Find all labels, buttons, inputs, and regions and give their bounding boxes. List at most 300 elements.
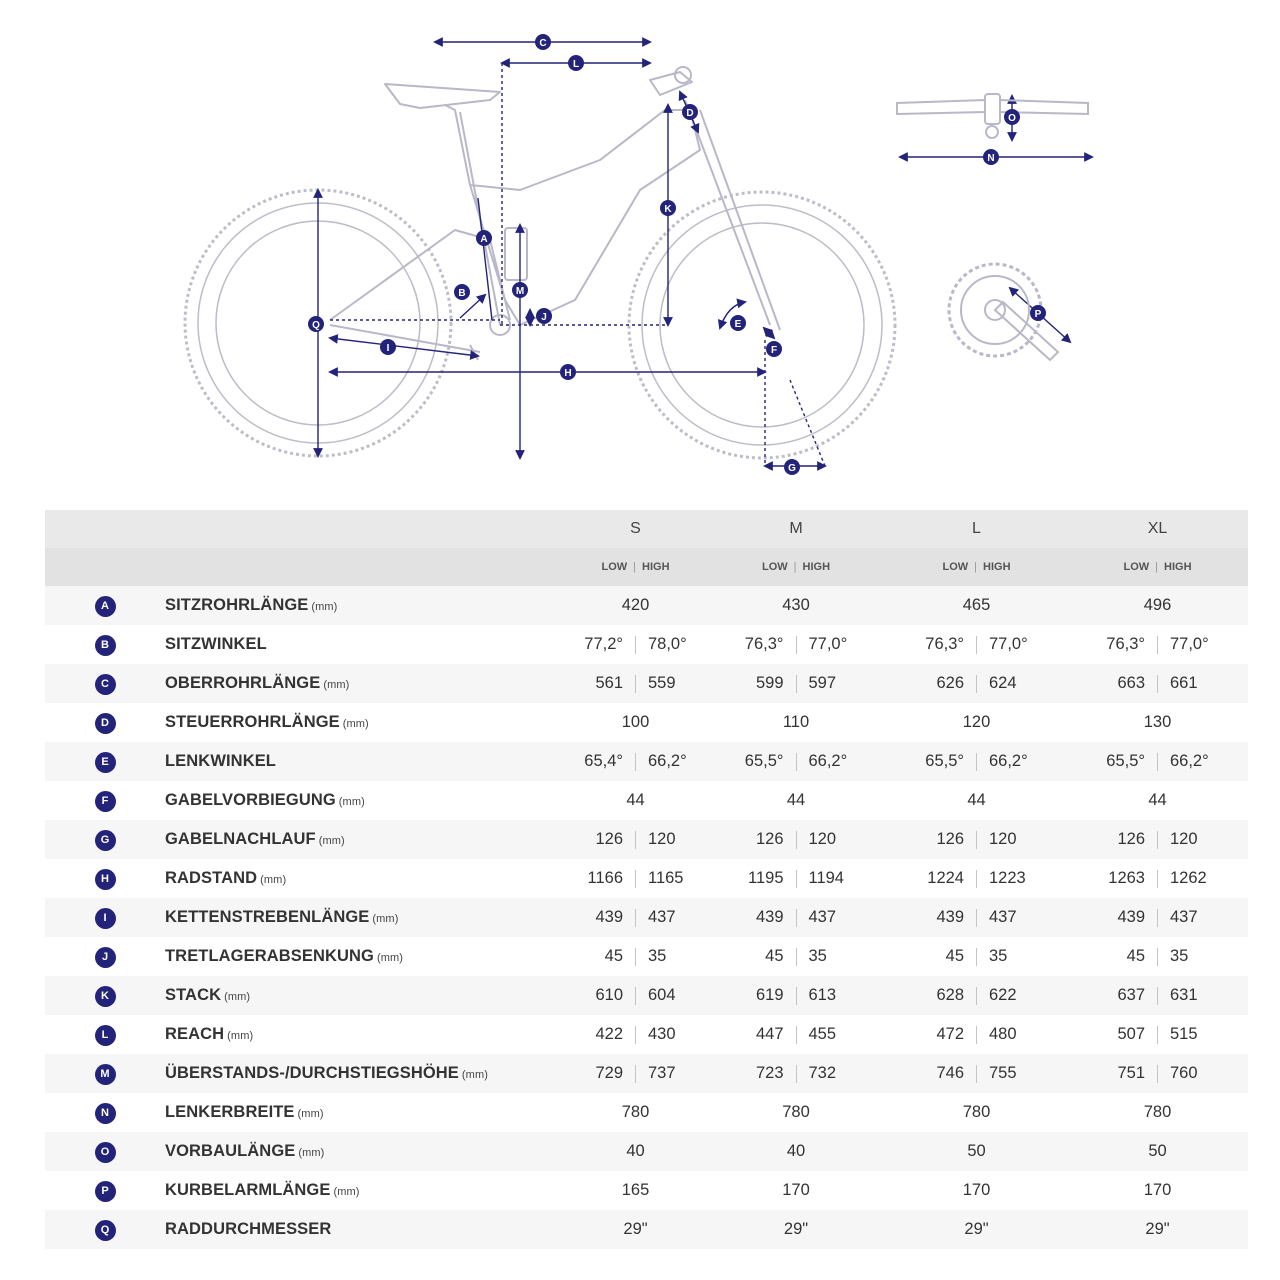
measurement-label: LENKERBREITE [165,1103,295,1121]
measurement-name [165,781,565,820]
row-letter-badge: K [95,986,116,1007]
badge-d [682,104,698,120]
low-high-header [1067,548,1248,586]
svg-text:B: B [458,288,466,299]
value-cell [886,1132,1067,1171]
value-cell [565,820,706,859]
table-row [45,1093,1248,1132]
single-value: 496 [1143,596,1172,614]
single-value: 430 [782,596,810,614]
low-value: 561 [595,674,623,692]
row-letter-badge: B [95,635,116,656]
badge-cell [45,664,165,703]
low-value: 1195 [748,869,784,887]
low-value: 507 [1117,1025,1145,1043]
value-separator [976,831,977,849]
low-value: 439 [595,908,623,926]
value-separator [976,909,977,927]
value-separator [1157,987,1158,1005]
header-spacer [165,510,565,548]
value-cell [565,937,706,976]
separator: | [793,561,797,573]
low-value: 422 [595,1025,623,1043]
value-cell [706,742,886,781]
low-value: 619 [755,986,784,1004]
measurement-name [165,664,565,703]
single-value: 420 [621,596,650,614]
value-separator [635,831,636,849]
high-value: 437 [648,908,676,926]
value-cell [565,664,706,703]
value-separator [976,753,977,771]
badge-j [536,308,552,324]
value-cell [886,1171,1067,1210]
badge-cell [45,625,165,664]
row-letter-badge: L [95,1025,116,1046]
value-cell [706,820,886,859]
badge-n [983,149,999,165]
low-high-header [706,548,886,586]
low-value: 76,3° [744,635,784,653]
value-cell [565,1210,706,1249]
header-spacer [45,548,165,586]
low-label: LOW [761,561,788,573]
value-cell [565,586,706,625]
low-value: 126 [936,830,964,848]
handlebar-drawing [897,94,1088,138]
badge-o [1004,109,1020,125]
value-cell [565,1093,706,1132]
single-value: 165 [621,1181,650,1199]
value-cell [706,937,886,976]
header-spacer [45,510,165,548]
measurement-label: KURBELARMLÄNGE [165,1181,331,1199]
low-value: 65,5° [744,752,784,770]
size-header: XL [1067,510,1248,548]
value-cell [565,976,706,1015]
badge-b [454,284,470,300]
badge-cell [45,820,165,859]
row-letter-badge: P [95,1181,116,1202]
row-letter-badge: O [95,1142,116,1163]
badge-cell [45,1015,165,1054]
separator: | [633,561,637,573]
value-separator [1157,1065,1158,1083]
value-cell [706,1015,886,1054]
value-cell [886,1015,1067,1054]
badge-p [1030,305,1046,321]
measurement-label: LENKWINKEL [165,752,276,770]
badge-g [784,459,800,475]
badge-cell [45,1210,165,1249]
value-cell [886,625,1067,664]
low-label: LOW [942,561,969,573]
low-value: 77,2° [584,635,623,653]
value-cell [886,1210,1067,1249]
value-cell [706,1210,886,1249]
size-header-row [45,510,1248,548]
measurement-unit: (mm) [311,601,338,613]
high-value: 732 [808,1064,837,1082]
table-row [45,1054,1248,1093]
value-separator [796,753,797,771]
header-spacer [165,548,565,586]
value-separator [796,909,797,927]
low-value: 45 [765,947,784,965]
svg-text:E: E [734,319,742,330]
high-value: 77,0° [989,635,1028,653]
single-value: 44 [626,791,645,809]
measurement-name [165,1210,565,1249]
value-cell [565,781,706,820]
badge-l [568,55,584,71]
svg-text:K: K [664,204,672,215]
value-cell [565,898,706,937]
value-cell [1067,898,1248,937]
high-value: 66,2° [808,752,848,770]
measurement-unit: (mm) [227,1030,254,1042]
value-cell [1067,1210,1248,1249]
measurement-label: STACK [165,986,222,1004]
value-cell [886,898,1067,937]
value-separator [635,870,636,888]
high-value: 455 [808,1025,837,1043]
value-cell [1067,937,1248,976]
measurement-name [165,898,565,937]
single-value: 465 [962,596,991,614]
row-letter-badge: G [95,830,116,851]
value-cell [886,664,1067,703]
value-separator [635,909,636,927]
low-value: 746 [936,1064,964,1082]
single-value: 40 [786,1142,806,1160]
value-separator [796,636,797,654]
value-cell [565,1171,706,1210]
badge-h [560,364,576,380]
badge-cell [45,1171,165,1210]
measurement-unit: (mm) [260,874,287,886]
high-value: 66,2° [1170,752,1209,770]
low-value: 723 [755,1064,784,1082]
row-letter-badge: Q [95,1220,116,1241]
high-value: 77,0° [808,635,848,653]
front-wheel [629,192,895,458]
measurement-label: STEUERROHRLÄNGE [165,713,340,731]
badge-cell [45,1093,165,1132]
high-value: 1165 [648,869,684,887]
badge-cell [45,898,165,937]
geometry-table [45,510,1248,1249]
low-value: 65,5° [1106,752,1145,770]
value-cell [706,1054,886,1093]
value-cell [706,625,886,664]
measurement-unit: (mm) [318,835,345,847]
value-cell [886,937,1067,976]
bike-frame [330,67,780,360]
value-separator [1157,1026,1158,1044]
row-letter-badge: H [95,869,116,890]
low-value: 626 [936,674,964,692]
high-value: 437 [989,908,1017,926]
size-header: M [706,510,886,548]
value-cell [1067,859,1248,898]
low-value: 65,4° [584,752,623,770]
low-value: 45 [604,947,623,965]
badge-cell [45,1132,165,1171]
svg-text:F: F [770,345,778,356]
bike-geometry-diagram [0,0,1280,500]
single-value: 780 [962,1103,991,1121]
measurement-name [165,1015,565,1054]
value-cell [1067,781,1248,820]
svg-text:G: G [788,463,796,474]
low-value: 439 [1117,908,1145,926]
svg-text:P: P [1034,309,1042,320]
low-value: 126 [755,830,784,848]
single-value: 100 [621,713,650,731]
value-separator [1157,948,1158,966]
low-value: 126 [1117,830,1145,848]
badge-q [308,316,324,332]
low-value: 729 [595,1064,623,1082]
single-value: 29" [964,1220,989,1238]
measurement-name [165,976,565,1015]
measurement-name [165,1093,565,1132]
measurement-label: REACH [165,1025,225,1043]
value-cell [706,976,886,1015]
single-value: 780 [621,1103,650,1121]
table-row [45,1015,1248,1054]
measurement-label: KETTENSTREBENLÄNGE [165,908,370,926]
value-separator [976,675,977,693]
size-header: L [886,510,1067,548]
high-label: HIGH [1164,561,1192,573]
measurement-unit: (mm) [342,718,369,730]
high-value: 35 [808,947,827,965]
value-separator [796,1065,797,1083]
row-letter-badge: C [95,674,116,695]
high-value: 631 [1170,986,1198,1004]
single-value: 40 [626,1142,645,1160]
high-value: 622 [989,986,1017,1004]
row-letter-badge: I [95,908,116,929]
measurement-label: SITZWINKEL [165,635,267,653]
single-value: 170 [962,1181,991,1199]
single-value: 110 [782,713,810,731]
value-cell [886,781,1067,820]
measurement-unit: (mm) [372,913,399,925]
value-separator [635,753,636,771]
value-cell [1067,703,1248,742]
high-value: 35 [989,947,1008,965]
size-header: S [565,510,706,548]
value-separator [796,831,797,849]
badge-i [380,339,396,355]
measurement-label: RADDURCHMESSER [165,1220,332,1238]
high-value: 515 [1170,1025,1198,1043]
table-row [45,937,1248,976]
value-cell [886,1054,1067,1093]
low-value: 439 [936,908,964,926]
low-value: 65,5° [925,752,964,770]
table-row [45,898,1248,937]
measurement-name [165,937,565,976]
single-value: 29" [1145,1220,1170,1238]
high-value: 437 [1170,908,1198,926]
low-value: 637 [1117,986,1145,1004]
value-cell [1067,586,1248,625]
row-letter-badge: N [95,1103,116,1124]
value-separator [1157,909,1158,927]
low-high-header [565,548,706,586]
value-separator [976,1026,977,1044]
value-cell [706,859,886,898]
high-label: HIGH [983,561,1011,573]
single-value: 50 [967,1142,986,1160]
high-value: 120 [648,830,676,848]
high-value: 78,0° [648,635,687,653]
measurement-label: SITZROHRLÄNGE [165,596,309,614]
svg-text:C: C [539,38,547,49]
row-letter-badge: M [95,1064,116,1085]
low-value: 45 [1126,947,1145,965]
value-separator [1157,636,1158,654]
high-value: 597 [808,674,837,692]
value-separator [635,1065,636,1083]
single-value: 44 [786,791,806,809]
high-value: 613 [808,986,837,1004]
table-row [45,1132,1248,1171]
row-letter-badge: D [95,713,116,734]
low-value: 1166 [587,869,623,887]
table-row [45,859,1248,898]
svg-text:N: N [987,153,995,164]
value-cell [886,586,1067,625]
value-separator [796,870,797,888]
value-cell [886,703,1067,742]
low-value: 628 [936,986,964,1004]
single-value: 29" [623,1220,648,1238]
value-cell [706,664,886,703]
badge-f [766,341,782,357]
badge-e [730,315,746,331]
high-value: 1223 [989,869,1026,887]
value-separator [635,1026,636,1044]
svg-text:H: H [564,368,572,379]
low-label: LOW [601,561,628,573]
value-cell [1067,820,1248,859]
low-value: 663 [1117,674,1145,692]
high-value: 35 [648,947,667,965]
high-value: 430 [648,1025,676,1043]
low-value: 76,3° [1106,635,1145,653]
table-row [45,625,1248,664]
value-separator [796,1026,797,1044]
measurement-name [165,1054,565,1093]
svg-text:D: D [686,108,694,119]
value-cell [1067,1015,1248,1054]
row-letter-badge: A [95,596,116,617]
low-value: 76,3° [925,635,964,653]
single-value: 780 [782,1103,810,1121]
measurement-name [165,1171,565,1210]
table-row [45,586,1248,625]
measurement-label: GABELNACHLAUF [165,830,316,848]
measurement-name [165,586,565,625]
high-value: 559 [648,674,676,692]
value-separator [1157,870,1158,888]
high-value: 437 [808,908,837,926]
row-letter-badge: E [95,752,116,773]
measurement-unit: (mm) [376,952,404,964]
value-separator [635,636,636,654]
table-row [45,664,1248,703]
measurement-unit: (mm) [298,1147,325,1159]
high-value: 35 [1170,947,1189,965]
low-value: 1224 [927,869,964,887]
value-separator [796,675,797,693]
high-value: 120 [989,830,1017,848]
badge-c [535,34,551,50]
value-cell [1067,1054,1248,1093]
value-cell [886,820,1067,859]
measurement-label: RADSTAND [165,869,258,887]
svg-text:M: M [515,286,525,297]
measurement-unit: (mm) [323,679,350,691]
table-row [45,1171,1248,1210]
high-value: 755 [989,1064,1017,1082]
single-value: 44 [1148,791,1167,809]
single-value: 170 [782,1181,810,1199]
value-separator [796,948,797,966]
single-value: 50 [1148,1142,1167,1160]
value-separator [1157,831,1158,849]
high-value: 760 [1170,1064,1198,1082]
high-value: 661 [1170,674,1198,692]
high-value: 120 [1170,830,1198,848]
low-value: 439 [755,908,784,926]
value-cell [565,703,706,742]
low-label: LOW [1123,561,1150,573]
measurement-name [165,859,565,898]
table-row [45,1210,1248,1249]
measurement-name [165,1132,565,1171]
badge-cell [45,976,165,1015]
low-value: 599 [755,674,784,692]
value-separator [635,675,636,693]
high-value: 1194 [808,869,844,887]
high-value: 1262 [1170,869,1207,887]
high-value: 120 [808,830,837,848]
measurement-unit: (mm) [461,1069,488,1081]
value-separator [976,1065,977,1083]
single-value: 29" [783,1220,809,1238]
measurement-name [165,742,565,781]
value-separator [635,987,636,1005]
value-cell [706,1093,886,1132]
single-value: 44 [967,791,986,809]
value-cell [565,625,706,664]
svg-text:O: O [1008,113,1016,124]
measurement-label: VORBAULÄNGE [165,1142,296,1160]
low-value: 447 [755,1025,784,1043]
value-cell [1067,976,1248,1015]
value-cell [1067,1171,1248,1210]
measurement-name [165,625,565,664]
measurement-unit: (mm) [224,991,251,1003]
badge-cell [45,586,165,625]
value-cell [1067,1132,1248,1171]
